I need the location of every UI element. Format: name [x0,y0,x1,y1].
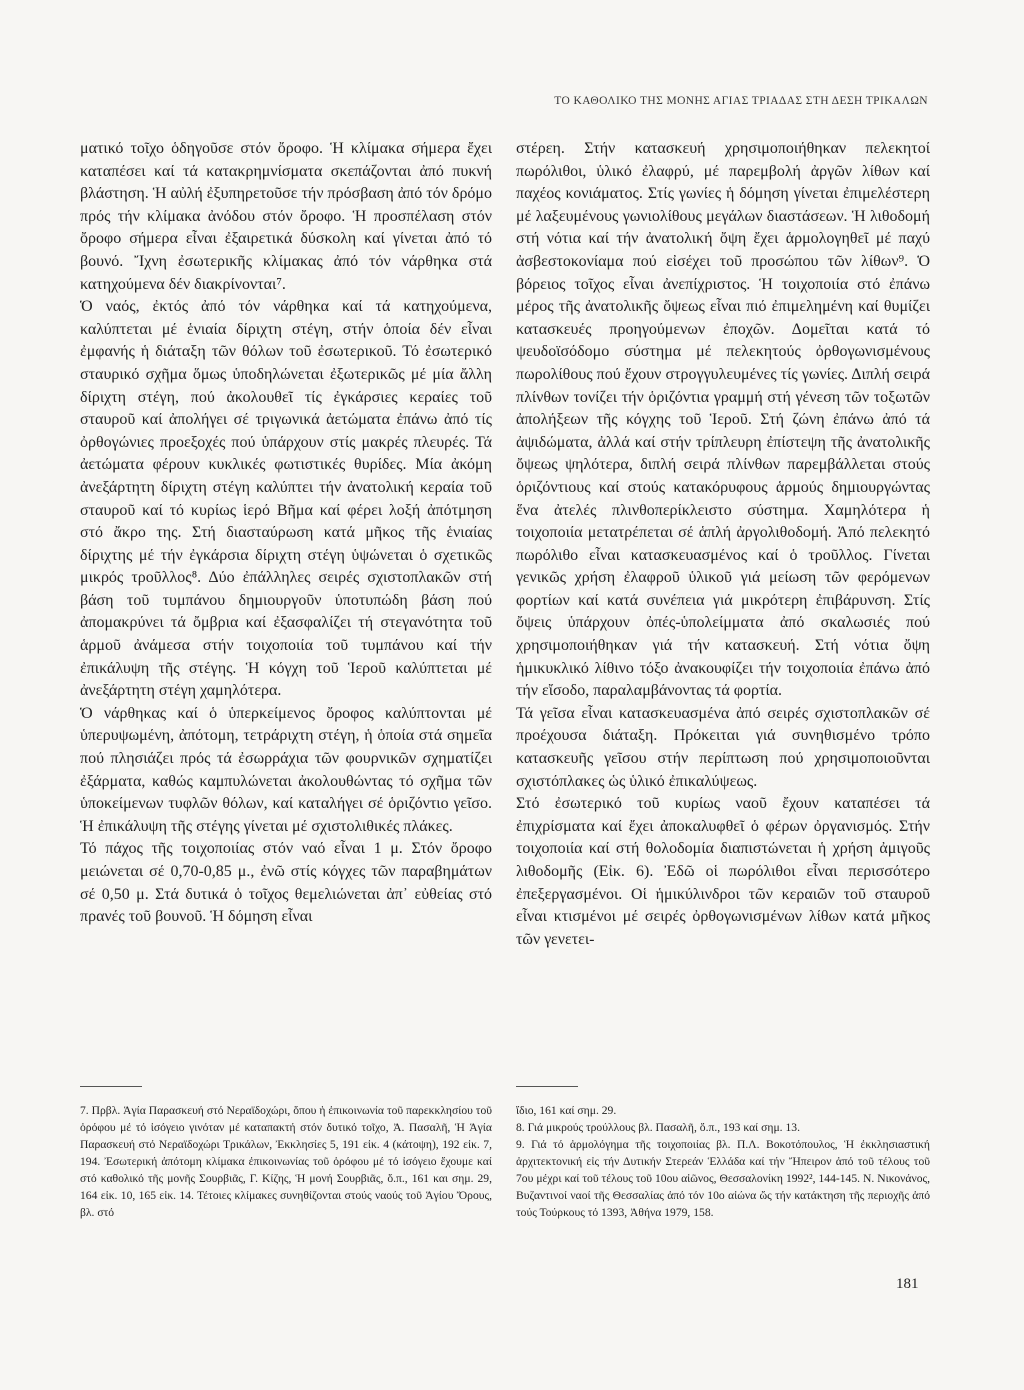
footnotes-left: 7. Πρβλ. Ἁγία Παρασκευή στό Νεραϊδοχώρι, ὅπου ἡ ἐπικοινωνία τοῦ παρεκκλησίου τοῦ ὀρόφου μέ τό ἰσόγειο γινόταν μέ καταπακτή στόν δυτικό τοῖχο, Ἀ. Πασαλῆ, Ἡ Ἁγία Παρασκευή στό Νεραϊδοχώρι Τρικάλων, Ἐκκλησίες 5, 191 εἰκ. 4 (κάτοψη), 192 εἰκ. 7, 194. Ἐσωτερική ἀπότομη κλίμακα ἐπικοινωνίας τοῦ ὀρόφου μέ τό ἰσόγειο ἔχουμε καί στό καθολικό τῆς μονῆς Σουρβιᾶς, Γ. Κίζης, Ἡ μονή Σουρβιᾶς, ὅ.π., 161 και σημ. 29, 164 εἰκ. 10, 165 εἰκ. 14. Τέτοιες κλίμακες συνηθίζονται στούς ναούς τοῦ Ἁγίου Ὄρους, βλ. στό [80,1104,492,1219]
body-text-left-column: ματικό τοῖχο ὁδηγοῦσε στόν ὄροφο. Ἡ κλίμακα σήμερα ἔχει καταπέσει καί τά κατακρημνίσματα σκεπάζονται ἀπό πυκνή βλάστηση. Ἡ αὐλή ἐξυπηρετοῦσε τήν πρόσβαση ἀπό τόν δρόμο πρός τήν κλίμακα ἀνόδου στόν ὄροφο. Ἡ προσπέλαση στόν ὄροφο σήμερα εἶναι ἐξαιρετικά δύσκολη καί γίνεται ἀπό τό βουνό. Ἴχνη ἐσωτερικῆς κλίμακας ἀπό τόν νάρθηκα στά κατηχούμενα δέν διακρίνονται⁷. Ὁ ναός, ἐκτός ἀπό τόν νάρθηκα καί τά κατηχούμενα, καλύπτεται μέ ἑνιαία δίριχτη στέγη, στήν ὁποία δέν εἶναι ἐμφανής ἡ διάταξη τῶν θόλων τοῦ ἐσωτερικοῦ. Τό ἐσωτερικό σταυρικό σχῆμα ὅμως ὑποδηλώνεται ἐξωτερικῶς μέ μία ἄλλη δίριχτη στέγη, πού ἀκολουθεῖ τίς ἐγκάρσιες κεραίες τοῦ σταυροῦ καί ἀπολήγει σέ τριγωνικά ἀετώματα ἐπάνω ἀπό τίς ὀρθογώνιες προεξοχές πού ὑπάρχουν στίς μακρές πλευρές. Τά ἀετώματα φέρουν κυκλικές φωτιστικές θυρίδες. Μία ἀκόμη ἀνεξάρτητη δίριχτη στέγη καλύπτει τήν ἀνατολική κεραία τοῦ σταυροῦ καί τό κυρίως ἱερό Βῆμα καί φέρει λοξή ἀπότμηση στό ἄκρο της. Στή διασταύρωση κατά μῆκος τῆς ἑνιαίας δίριχτης μέ τήν ἐγκάρσια δίριχτη στέγη ὑψώνεται ὁ σχετικῶς μικρός τροῦλλος⁸. Δύο ἐπάλληλες σειρές σχιστοπλακῶν στή βάση τοῦ τυμπάνου δημιουργοῦν ὑποτυπώδη βάση πού ἀπομακρύνει τά ὄμβρια καί ἐξασφαλίζει τή στεγανότητα τοῦ ἁρμοῦ ἀνάμεσα στήν τοιχοποιία τοῦ τυμπάνου καί τήν ἐπικάλυψη τῆς στέγης. Ἡ κόγχη τοῦ Ἱεροῦ καλύπτεται μέ ἀνεξάρτητη στέγη χαμηλότερα. Ὁ νάρθηκας καί ὁ ὑπερκείμενος ὄροφος καλύπτονται μέ ὑπερυψωμένη, ἀπότομη, τετράριχτη στέγη, ἡ ὁποία στά σημεῖα πού πλησιάζει πρός τά ἐσωρράχια τῶν φουρνικῶν σχηματίζει ἐξάρματα, καθώς καμπυλώνεται ἀκολουθώντας τό σχῆμα τῶν ὑποκείμενων τυφλῶν θόλων, καί καταλήγει σέ ὁριζόντιο γεῖσο. Ἡ ἐπικάλυψη τῆς στέγης γίνεται μέ σχιστολιθικές πλάκες. Τό πάχος τῆς τοιχοποιίας στόν ναό εἶναι 1 μ. Στόν ὄροφο μειώνεται σέ 0,70-0,85 μ., ἐνῶ στίς κόγχες τῶν παραβημάτων σέ 0,50 μ. Στά δυτικά ὁ τοῖχος θεμελιώνεται ἀπ᾿ εὐθείας στό πρανές τοῦ βουνοῦ. Ἡ δόμηση εἶναι [80,140,492,926]
running-head: ΤΟ ΚΑΘΟΛΙΚΟ ΤΗΣ ΜΟΝΗΣ ΑΓΙΑΣ ΤΡΙΑΔΑΣ ΣΤΗ ΔΕΣΗ ΤΡΙΚΑΛΩΝ [554,95,928,107]
body-text-right-column: στέρεη. Στήν κατασκευή χρησιμοποιήθηκαν πελεκητοί πωρόλιθοι, ὑλικό ἐλαφρύ, μέ παρεμβολή ἀργῶν λίθων καί παχέος κονιάματος. Στίς γωνίες ἡ δόμηση γίνεται ἐπιμελέστερη μέ λαξευμένους γωνιολίθους μεγάλων διαστάσεων. Ἡ λιθοδομή στή νότια καί τήν ἀνατολική ὄψη ἔχει ἁρμολογηθεῖ μέ παχύ ἀσβεστοκονίαμα πού εἰσέχει τοῦ προσώπου τῶν λίθων⁹. Ὁ βόρειος τοῖχος εἶναι ἀνεπίχριστος. Ἡ τοιχοποιία στό ἐπάνω μέρος τῆς ἀνατολικῆς ὄψεως εἶναι πιό ἐπιμελημένη καί θυμίζει κατασκευές προηγούμενων ἐποχῶν. Δομεῖται κατά τό ψευδοϊσόδομο σύστημα μέ πελεκητούς ὀρθογωνισμένους πωρολίθους πού ἔχουν στρογγυλευμένες τίς γωνίες. Διπλή σειρά πλίνθων τονίζει τήν ὁριζόντια γραμμή στή γένεση τῶν τοξωτῶν ἀπολήξεων τῆς κόγχης τοῦ Ἱεροῦ. Στή ζώνη ἐπάνω ἀπό τά ἀψιδώματα, ἀλλά καί στήν τρίπλευρη ἐπίστεψη τῆς ἀνατολικῆς ὄψεως ψηλότερα, διπλή σειρά πλίνθων παρεμβάλλεται στούς ὁριζόντιους καί στούς κατακόρυφους ἁρμούς δημιουργώντας ἕνα ἀτελές πλινθοπερίκλειστο σύστημα. Χαμηλότερα ἡ τοιχοποιία μετατρέπεται σέ ἁπλή ἀργολιθοδομή. Ἀπό πελεκητό πωρόλιθο εἶναι κατασκευασμένος καί ὁ τροῦλλος. Γίνεται γενικῶς χρήση ἐλαφροῦ ὑλικοῦ γιά μείωση τῶν φερόμενων φορτίων καί κατά συνέπεια γιά μικρότερη ἐπιβάρυνση. Στίς ὄψεις ὑπάρχουν ὀπές-ὑπολείμματα ἀπό σκαλωσιές πού χρησιμοποιήθηκαν γιά τήν κατασκευή. Στή νότια ὄψη ἡμικυκλικό λίθινο τόξο ἀνακουφίζει τήν τοιχοποιία ἐπάνω ἀπό τήν εἴσοδο, παραλαμβάνοντας τά φορτία. Τά γεῖσα εἶναι κατασκευασμένα ἀπό σειρές σχιστοπλακῶν σέ προέχουσα διάταξη. Πρόκειται γιά συνηθισμένο τρόπο κατασκευῆς γεῖσου στήν περίπτωση πού χρησιμοποιοῦνται σχιστόπλακες ὡς ὑλικό ἐπικαλύψεως. Στό ἐσωτερικό τοῦ κυρίως ναοῦ ἔχουν καταπέσει τά ἐπιχρίσματα καί ἔχει ἀποκαλυφθεῖ ὁ φέρων ὀργανισμός. Στήν τοιχοποιία καί στή θολοδομία διαπιστώνεται ἡ χρήση ἀμιγοῦς λιθοδομῆς (Εἰκ. 6). Ἐδῶ οἱ πωρόλιθοι εἶναι περισσότερο ἐπεξεργασμένοι. Οἱ ἡμικύλινδροι τῶν κεραιῶν τοῦ σταυροῦ εἶναι κτισμένοι μέ σειρές ὀρθογωνισμένων λίθων κατά μῆκος τῶν γενετει- [516,140,930,948]
footnote-separator-left [80,1086,142,1087]
footnote-separator-right [516,1086,578,1087]
footnotes-right: ἴδιο, 161 καί σημ. 29. 8. Γιά μικρούς τρούλλους βλ. Πασαλῆ, ὅ.π., 193 καί σημ. 13. 9. Γιά τό ἁρμολόγημα τῆς τοιχοποιίας βλ. Π.Λ. Βοκοτόπουλος, Ἡ ἐκκλησιαστική ἀρχιτεκτονική εἰς τήν Δυτικήν Στερεάν Ἑλλάδα καί τήν Ἤπειρον ἀπό τοῦ τέλους τοῦ 7ου μέχρι καί τοῦ τέλους τοῦ 10ου αἰῶνος, Θεσσαλονίκη 1992², 144-145. Ν. Νικονάνος, Βυζαντινοί ναοί τῆς Θεσσαλίας ἀπό τόν 10ο αἰώνα ὥς τήν κατάκτηση τῆς περιοχῆς ἀπό τούς Τούρκους τό 1393, Ἀθήνα 1979, 158. [516,1104,930,1219]
page-number: 181 [896,1276,919,1292]
